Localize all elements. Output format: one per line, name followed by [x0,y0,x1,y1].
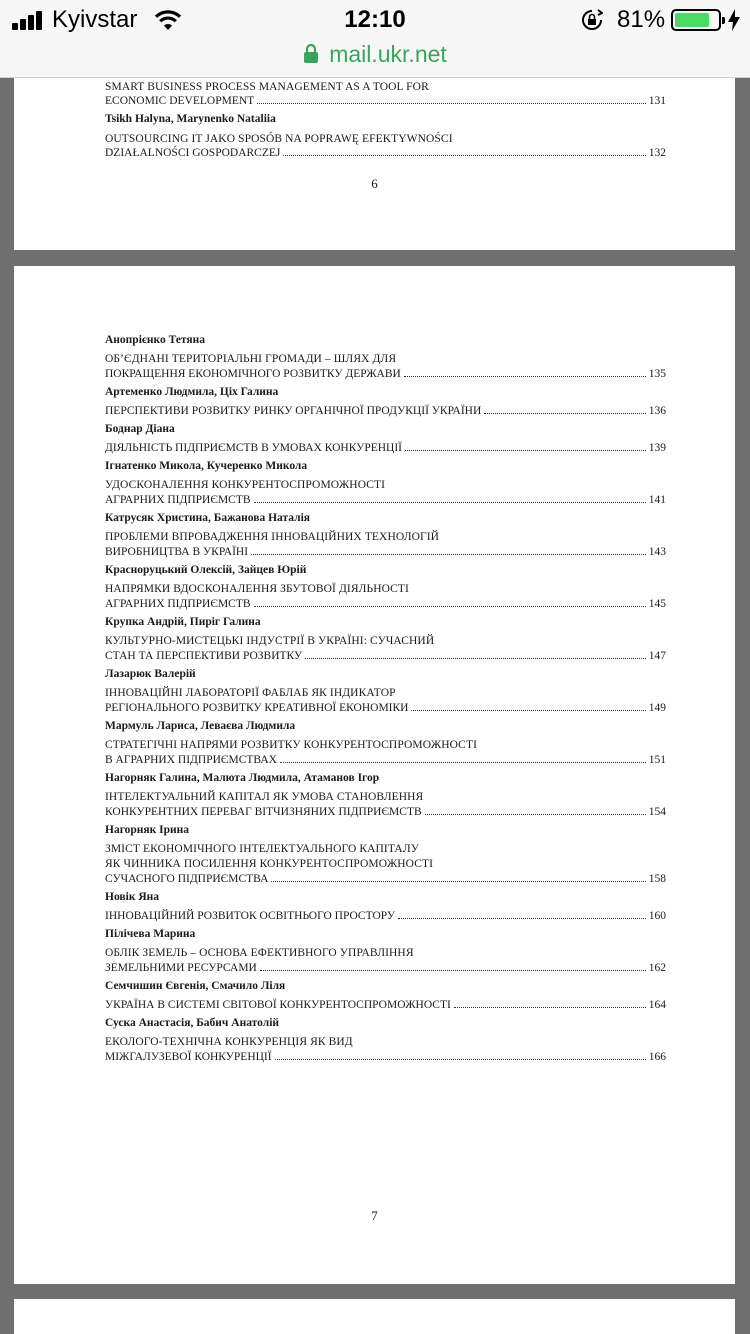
toc-entry-row[interactable] [105,146,666,160]
toc-title-line: DZIAŁALNOŚCI GOSPODARCZEJ [105,147,281,159]
toc-page-number: 147 [648,650,666,662]
toc-author: Нагорняк Ірина [105,824,189,836]
toc-title-line: ЕКОЛОГО-ТЕХНІЧНА КОНКУРЕНЦІЯ ЯК ВИД [105,1036,353,1048]
toc-author: Ігнатенко Микола, Кучеренко Микола [105,460,308,472]
dot-leader [404,376,646,377]
dot-leader [454,1007,646,1008]
toc-entry-row[interactable] [105,872,666,886]
dot-leader [280,762,646,763]
toc-title-line: SMART BUSINESS PROCESS MANAGEMENT AS A TOOL FOR [105,81,429,93]
toc-title-line: ОБ’ЄДНАНІ ТЕРИТОРІАЛЬНІ ГРОМАДИ – ШЛЯХ ДЛЯ [105,353,397,365]
toc-title-line: АГРАРНИХ ПІДПРИЄМСТВ [105,598,251,610]
toc-author: Новік Яна [105,891,159,903]
dot-leader [254,606,646,607]
toc-title-line: ВИРОБНИЦТВА В УКРАЇНІ [105,546,249,558]
toc-page-number: 135 [648,368,666,380]
toc-author: Суска Анастасія, Бабич Анатолій [105,1017,280,1029]
toc-title-line: ECONOMIC DEVELOPMENT [105,95,255,107]
toc-entry-row[interactable] [105,909,666,923]
toc-entry-row[interactable] [105,94,666,108]
toc-title-line: ПОКРАЩЕННЯ ЕКОНОМІЧНОГО РОЗВИТКУ ДЕРЖАВИ [105,368,401,380]
battery-icon [671,9,721,31]
toc-title-line: ІННОВАЦІЙНІ ЛАБОРАТОРІЇ ФАБЛАБ ЯК ІНДИКАТОР [105,687,396,699]
toc-page-number: 158 [648,873,666,885]
clock: 12:10 [344,6,406,33]
toc-page-number: 160 [648,910,666,922]
carrier-name: Kyivstar [52,6,138,33]
toc-author: Катрусяк Христина, Бажанова Наталія [105,512,311,524]
toc-entry-row[interactable] [105,998,666,1012]
toc-title-line: ОБЛІК ЗЕМЕЛЬ – ОСНОВА ЕФЕКТИВНОГО УПРАВЛІННЯ [105,947,414,959]
toc-entry-row[interactable] [105,493,666,507]
toc-page-number: 132 [648,147,666,159]
url-domain: mail.ukr.net [329,41,447,67]
toc-author: Боднар Діана [105,423,175,435]
toc-page-number: 143 [648,546,666,558]
toc-author: Семчишин Євгенія, Смачило Ліля [105,980,286,992]
toc-author: Анопрієнко Тетяна [105,334,206,346]
toc-page-number: 131 [648,95,666,107]
status-bar [0,0,750,40]
toc-title-line: ПЕРСПЕКТИВИ РОЗВИТКУ РИНКУ ОРГАНІЧНОЇ ПРОДУКЦІЇ УКРАЇНИ [105,405,482,417]
browser-top-bar [0,0,750,78]
pdf-page-6 [14,60,735,250]
toc-title-line: ПРОБЛЕМИ ВПРОВАДЖЕННЯ ІННОВАЦІЙНИХ ТЕХНОЛОГІЙ [105,531,440,543]
toc-entry-row[interactable] [105,367,666,381]
toc-title-line: ЗМІСТ ЕКОНОМІЧНОГО ІНТЕЛЕКТУАЛЬНОГО КАПІТАЛУ [105,843,419,855]
toc-entry-row[interactable] [105,545,666,559]
dot-leader [260,970,646,971]
toc-entry-row[interactable] [105,649,666,663]
page-number: 6 [371,176,378,191]
toc-author: Лазарюк Валерій [105,668,196,680]
toc-title-line: МІЖГАЛУЗЕВОЇ КОНКУРЕНЦІЇ [105,1051,272,1063]
padlock-icon [303,43,319,63]
toc-entry-row[interactable] [105,597,666,611]
url-bar[interactable] [0,40,750,72]
dot-leader [411,710,645,711]
toc-entry-row[interactable] [105,753,666,767]
battery-level-fill [675,13,709,27]
toc-author: Tsikh Halyna, Marynenko Nataliia [105,113,276,125]
dot-leader [283,155,645,156]
toc-title-line: В АГРАРНИХ ПІДПРИЄМСТВАХ [105,754,277,766]
toc-page-number: 162 [648,962,666,974]
toc-entry-row[interactable] [105,404,666,418]
toc-title-line: OUTSOURCING IT JAKO SPOSÓB NA POPRAWĘ EFEKTYWNOŚCI [105,133,453,145]
dot-leader [405,450,646,451]
toc-title-line: ДІЯЛЬНІСТЬ ПІДПРИЄМСТВ В УМОВАХ КОНКУРЕНЦІЇ [105,442,403,454]
dot-leader [398,918,646,919]
dot-leader [271,881,645,882]
toc-author: Мармуль Лариса, Леваєва Людмила [105,720,296,732]
toc-author: Пілічева Марина [105,928,196,940]
dot-leader [254,502,646,503]
toc-author: Артеменко Людмила, Ціх Галина [105,386,279,398]
toc-title-line: КОНКУРЕНТНИХ ПЕРЕВАГ ВІТЧИЗНЯНИХ ПІДПРИЄМСТВ [105,806,422,818]
pdf-page-7 [14,266,735,1284]
battery-percentage: 81% [617,6,666,33]
pdf-page-8 [14,1299,735,1334]
toc-page-number: 141 [648,494,666,506]
toc-title-line: СТРАТЕГІЧНІ НАПРЯМИ РОЗВИТКУ КОНКУРЕНТОСПРОМОЖНОСТІ [105,739,478,751]
dot-leader [251,554,646,555]
toc-entry-row[interactable] [105,701,666,715]
toc-entry-row[interactable] [105,805,666,819]
toc-title-line: ІНТЕЛЕКТУАЛЬНИЙ КАПІТАЛ ЯК УМОВА СТАНОВЛЕННЯ [105,791,424,803]
toc-title-line: РЕГІОНАЛЬНОГО РОЗВИТКУ КРЕАТИВНОЇ ЕКОНОМІКИ [105,702,409,714]
toc-title-line: ЯК ЧИННИКА ПОСИЛЕННЯ КОНКУРЕНТОСПРОМОЖНОСТІ [105,858,434,870]
dot-leader [425,814,646,815]
toc-page-number: 166 [648,1051,666,1063]
toc-page-number: 145 [648,598,666,610]
toc-title-line: АГРАРНИХ ПІДПРИЄМСТВ [105,494,251,506]
dot-leader [484,413,645,414]
rotation-lock-icon [581,9,603,31]
dot-leader [275,1059,646,1060]
toc-page-number: 136 [648,405,666,417]
page-number: 7 [371,1208,378,1223]
dot-leader [257,103,646,104]
toc-author: Крупка Андрій, Пиріг Галина [105,616,261,628]
toc-title-line: УДОСКОНАЛЕННЯ КОНКУРЕНТОСПРОМОЖНОСТІ [105,479,386,491]
toc-title-line: НАПРЯМКИ ВДОСКОНАЛЕННЯ ЗБУТОВОЇ ДІЯЛЬНОСТІ [105,583,409,595]
toc-title-line: СТАН ТА ПЕРСПЕКТИВИ РОЗВИТКУ [105,650,303,662]
toc-entry-row[interactable] [105,961,666,975]
toc-page-number: 139 [648,442,666,454]
toc-author: Нагорняк Галина, Малюта Людмила, Атаманов Ігор [105,772,380,784]
toc-title-line: ЗЕМЕЛЬНИМИ РЕСУРСАМИ [105,962,257,974]
toc-entry-row[interactable] [105,441,666,455]
toc-entry-row[interactable] [105,1050,666,1064]
dot-leader [305,658,646,659]
charging-icon [727,9,741,31]
toc-page-number: 164 [648,999,666,1011]
toc-title-line: КУЛЬТУРНО-МИСТЕЦЬКІ ІНДУСТРІЇ В УКРАЇНІ: СУЧАСНИЙ [105,635,435,647]
toc-author: Красноруцький Олексій, Зайцев Юрій [105,564,307,576]
toc-title-line: УКРАЇНА В СИСТЕМІ СВІТОВОЇ КОНКУРЕНТОСПРОМОЖНОСТІ [105,999,451,1011]
toc-title-line: ІННОВАЦІЙНИЙ РОЗВИТОК ОСВІТНЬОГО ПРОСТОРУ [105,910,396,922]
toc-page-number: 154 [648,806,666,818]
toc-title-line: СУЧАСНОГО ПІДПРИЄМСТВА [105,873,269,885]
toc-page-number: 149 [648,702,666,714]
toc-page-number: 151 [648,754,666,766]
